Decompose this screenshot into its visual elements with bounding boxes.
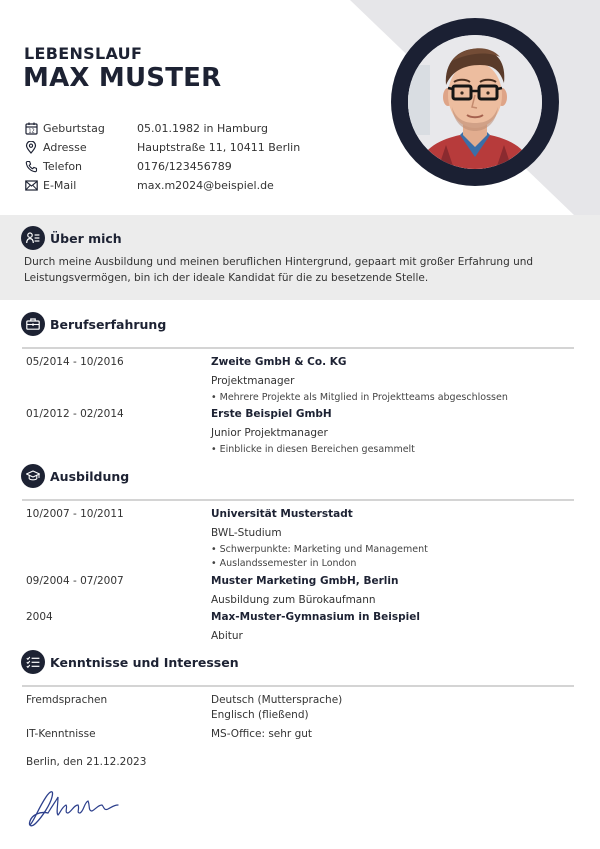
person-list-icon [21, 226, 45, 250]
contact-label: E-Mail [43, 179, 77, 192]
document-eyebrow: LEBENSLAUF [24, 44, 143, 63]
about-heading [21, 226, 122, 250]
entry-date: 2004 [26, 611, 53, 623]
entry-subtitle: Projektmanager [211, 375, 295, 387]
skill-values [211, 694, 581, 724]
contact-value: 05.01.1982 in Hamburg [137, 122, 268, 135]
graduation-cap-icon [21, 464, 45, 488]
entry-date: 01/2012 - 02/2014 [26, 408, 124, 420]
place-date: Berlin, den 21.12.2023 [26, 756, 147, 768]
entry-title: Universität Musterstadt [211, 508, 353, 520]
entry-title: Muster Marketing GmbH, Berlin [211, 575, 399, 587]
entry-bullet: • Auslandssemester in London [211, 558, 357, 569]
skill-value: Deutsch (Muttersprache) [211, 694, 343, 706]
checklist-icon [21, 650, 45, 674]
signature [24, 783, 124, 833]
section-divider [22, 685, 574, 687]
contact-value: max.m2024@beispiel.de [137, 179, 274, 192]
section-title: Kenntnisse und Interessen [50, 654, 239, 670]
contact-label: Geburtstag [43, 122, 105, 135]
skill-label: IT-Kenntnisse [26, 728, 96, 740]
education-entry [211, 508, 581, 572]
entry-title: Max-Muster-Gymnasium in Beispiel [211, 611, 420, 623]
experience-entry [211, 356, 581, 406]
entry-date: 05/2014 - 10/2016 [26, 356, 124, 368]
section-divider [22, 499, 574, 501]
skill-label: Fremdsprachen [26, 694, 108, 706]
phone-icon [24, 160, 38, 174]
contact-label: Telefon [43, 160, 83, 173]
contact-value: Hauptstraße 11, 10411 Berlin [137, 141, 301, 154]
section-title: Berufserfahrung [50, 316, 167, 332]
education-entry [211, 611, 581, 647]
contact-row-birthday [24, 119, 384, 138]
entry-subtitle: BWL-Studium [211, 527, 282, 539]
contact-label: Adresse [43, 141, 87, 154]
skill-value: Englisch (fließend) [211, 709, 309, 721]
entry-date: 09/2004 - 07/2007 [26, 575, 124, 587]
skill-value: MS-Office: sehr gut [211, 728, 313, 740]
experience-entry [211, 408, 581, 458]
education-heading [21, 464, 129, 488]
calendar-icon [24, 122, 38, 136]
section-title: Ausbildung [50, 468, 130, 484]
contact-value: 0176/123456789 [137, 160, 232, 173]
candidate-name: MAX MUSTER [23, 63, 222, 93]
contact-row-address [24, 138, 384, 157]
skills-heading [21, 650, 239, 674]
entry-subtitle: Junior Projektmanager [211, 427, 328, 439]
svg-text:12: 12 [27, 128, 35, 135]
entry-subtitle: Abitur [211, 630, 243, 642]
envelope-icon [24, 179, 38, 193]
section-title: Über mich [50, 230, 122, 246]
contact-row-email [24, 176, 384, 195]
briefcase-icon [21, 312, 45, 336]
entry-title: Erste Beispiel GmbH [211, 408, 332, 420]
entry-date: 10/2007 - 10/2011 [26, 508, 124, 520]
contact-row-phone [24, 157, 384, 176]
about-text: Durch meine Ausbildung und meinen beruflichen Hintergrund, gepaart mit großer Erfahrung und Leistungsvermögen, bin ich der ideale Kandidat für die zu besetzende Stelle. [24, 256, 534, 284]
entry-bullet: • Einblicke in diesen Bereichen gesammelt [211, 444, 415, 455]
skill-values [211, 728, 581, 743]
entry-title: Zweite GmbH & Co. KG [211, 356, 347, 368]
education-entry [211, 575, 581, 611]
about-section [0, 215, 600, 300]
profile-photo [408, 35, 542, 169]
location-pin-icon [24, 141, 38, 155]
section-divider [22, 347, 574, 349]
entry-subtitle: Ausbildung zum Bürokaufmann [211, 594, 376, 606]
contact-list [24, 119, 384, 195]
entry-bullet: • Schwerpunkte: Marketing und Management [211, 544, 428, 555]
entry-bullet: • Mehrere Projekte als Mitglied in Projektteams abgeschlossen [211, 392, 508, 403]
experience-heading [21, 312, 166, 336]
photo-frame [391, 18, 559, 186]
